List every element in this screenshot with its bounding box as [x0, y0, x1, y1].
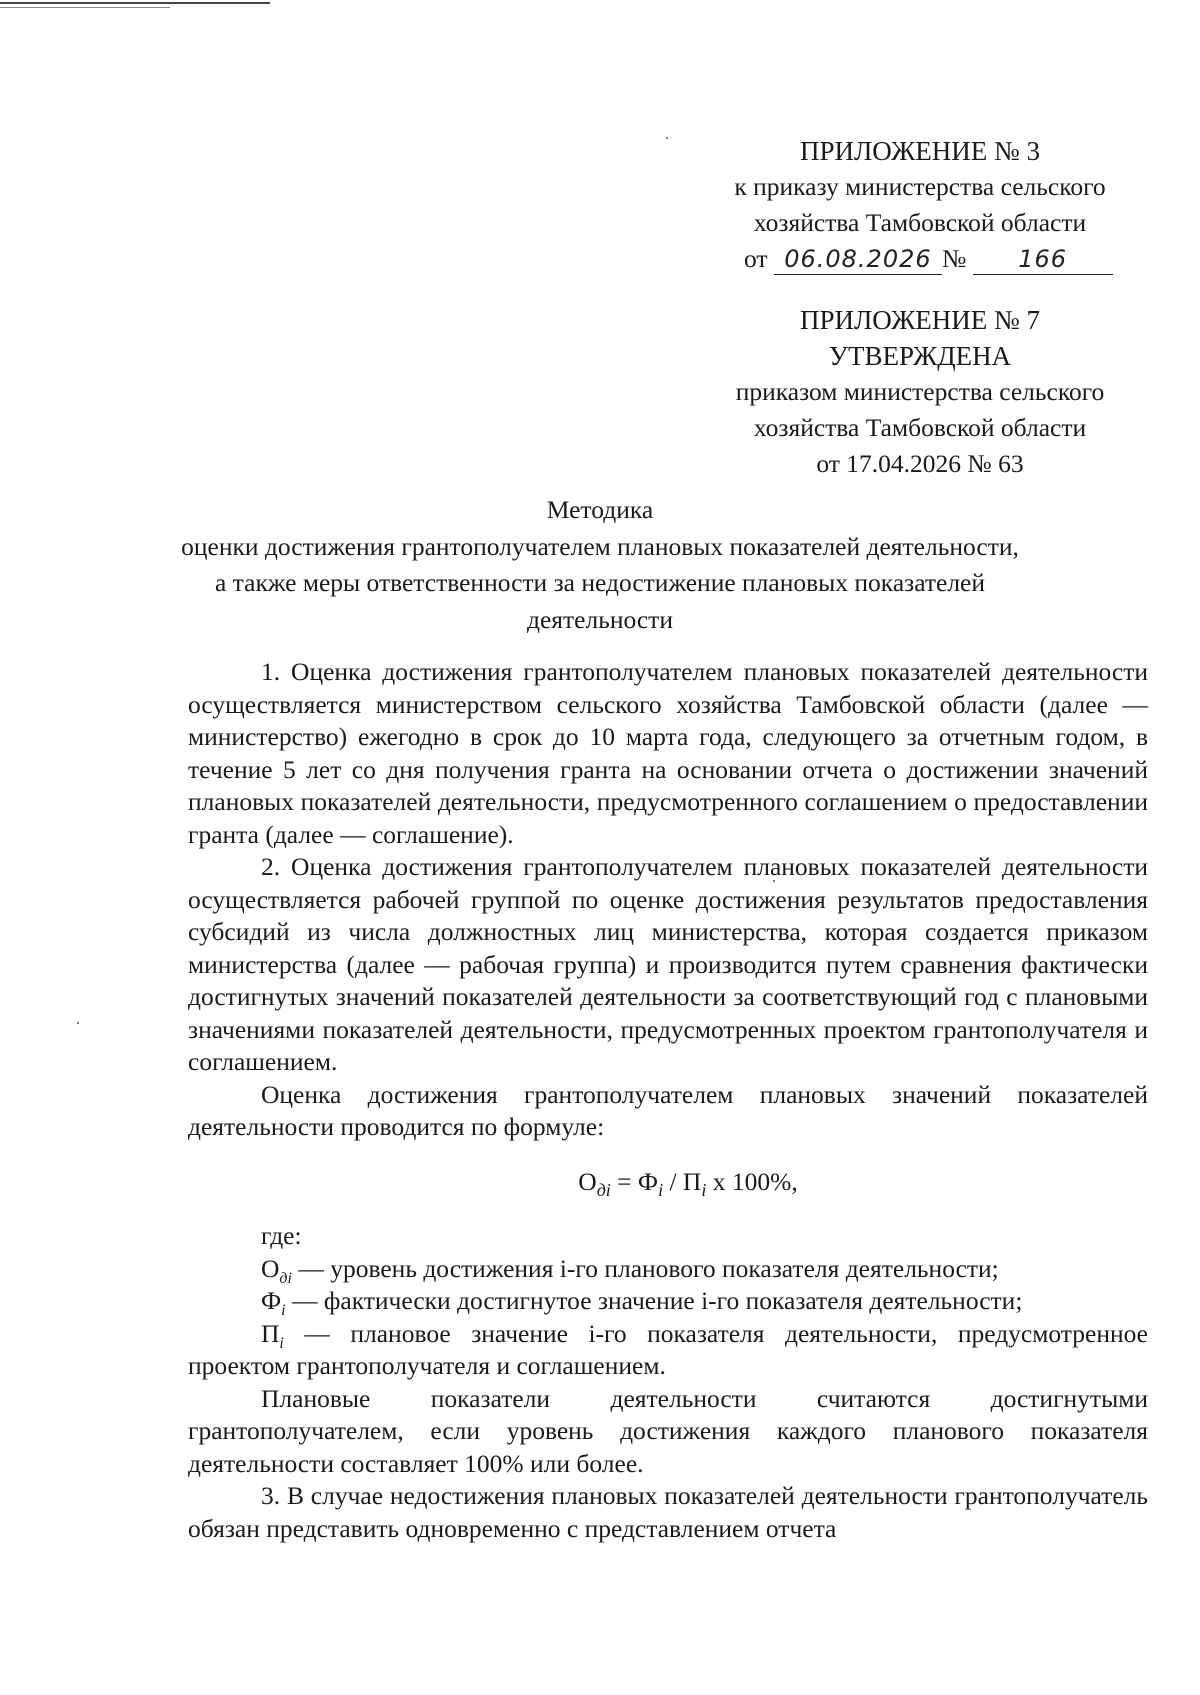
appendix-7-line3: от 17.04.2026 № 63	[816, 449, 1024, 478]
where-label: где:	[261, 1221, 302, 1250]
def2-subscript: i	[281, 1302, 286, 1320]
formula: $O_{дi} = Ф_i / П_i$ x 100%,	[578, 1166, 798, 1200]
scan-speck	[666, 137, 668, 139]
appendix-7-line1: приказом министерства сельского	[735, 377, 1105, 406]
definition-1	[188, 1253, 1148, 1286]
appendix-3-date-line	[690, 241, 1150, 277]
order-date-field	[774, 244, 942, 275]
approved-label: УТВЕРЖДЕНА	[828, 341, 1012, 371]
heading-line4: деятельности	[527, 604, 673, 634]
paragraph-5: 3. В случае недостижения плановых показателей деятельности грантополучатель обязан представить одновременно с представлением отчета	[188, 1481, 1148, 1543]
paragraph-2: 2. Оценка достижения грантополучателем плановых показателей деятельности осуществляется рабочей группой по оценке достижения результатов предоставления субсидий из числа должностных лиц министерства, которая создается приказом министерства (далее — рабочая группа) и производится путем сравнения фактически достигнутых значений показателей деятельности за соответствующий год с плановыми значениями показателей деятельности, предусмотренных проектом грантополучателя и соглашением.	[188, 852, 1148, 1076]
appendix-7-line2: хозяйства Тамбовской области	[753, 413, 1087, 442]
def1-symbol: О	[261, 1253, 280, 1283]
order-number-field	[973, 244, 1113, 275]
def3-symbol: П	[261, 1318, 280, 1348]
scan-speck	[77, 1022, 79, 1024]
paragraph-1: 1. Оценка достижения грантополучателем плановых показателей деятельности осуществляется министерством сельского хозяйства Тамбовской области (далее — министерство) ежегодно в срок до 10 марта года, следующего за отчетным годом, в течение 5 лет со дня получения гранта на основании отчета о достижении значений плановых показателей деятельности, предусмотренного соглашением о предоставлении гранта (далее — соглашение).	[188, 657, 1148, 849]
appendix-7-header	[690, 302, 1150, 482]
scan-top-line-2	[0, 7, 170, 8]
paragraph-4: Плановые показатели деятельности считаются достигнутыми грантополучателем, если уровень достижения каждого планового показателя деятельности составляет 100% или более.	[188, 1383, 1148, 1478]
document-body	[188, 656, 1148, 1545]
order-date-handwritten: 06.08.2026	[784, 245, 932, 273]
appendix-3-title: ПРИЛОЖЕНИЕ № 3	[799, 136, 1041, 166]
appendix-3-header	[690, 133, 1150, 277]
def3-subscript: i	[279, 1334, 284, 1352]
number-label: №	[941, 244, 967, 273]
def3-text: — плановое значение i-го показателя деятельности, предусмотренное проектом грантополучателя и соглашением.	[188, 1318, 1148, 1380]
appendix-7-title: ПРИЛОЖЕНИЕ № 7	[799, 305, 1041, 335]
heading-line2: оценки достижения грантополучателем плановых показателей деятельности,	[181, 531, 1019, 561]
from-label: от	[744, 244, 768, 273]
appendix-3-line2: хозяйства Тамбовской области	[753, 208, 1087, 237]
def1-text: — уровень достижения i-го планового показателя деятельности;	[291, 1253, 999, 1283]
heading-line1: Методика	[546, 495, 654, 524]
methodology-heading	[160, 492, 1040, 638]
scan-top-line	[0, 2, 270, 4]
def1-subscript: дi	[279, 1269, 292, 1287]
def2-symbol: Ф	[261, 1286, 282, 1315]
definition-3	[188, 1318, 1148, 1383]
paragraph-3: Оценка достижения грантополучателем плановых значений показателей деятельности проводится по формуле:	[188, 1079, 1148, 1141]
def2-text: — фактически достигнутое значение i-го показателя деятельности;	[285, 1286, 1023, 1315]
definition-2	[188, 1285, 1148, 1318]
heading-line3: а также меры ответственности за недостижение плановых показателей	[214, 568, 986, 597]
order-number-handwritten: 166	[1018, 245, 1068, 273]
appendix-3-line1: к приказу министерства сельского	[734, 172, 1106, 201]
